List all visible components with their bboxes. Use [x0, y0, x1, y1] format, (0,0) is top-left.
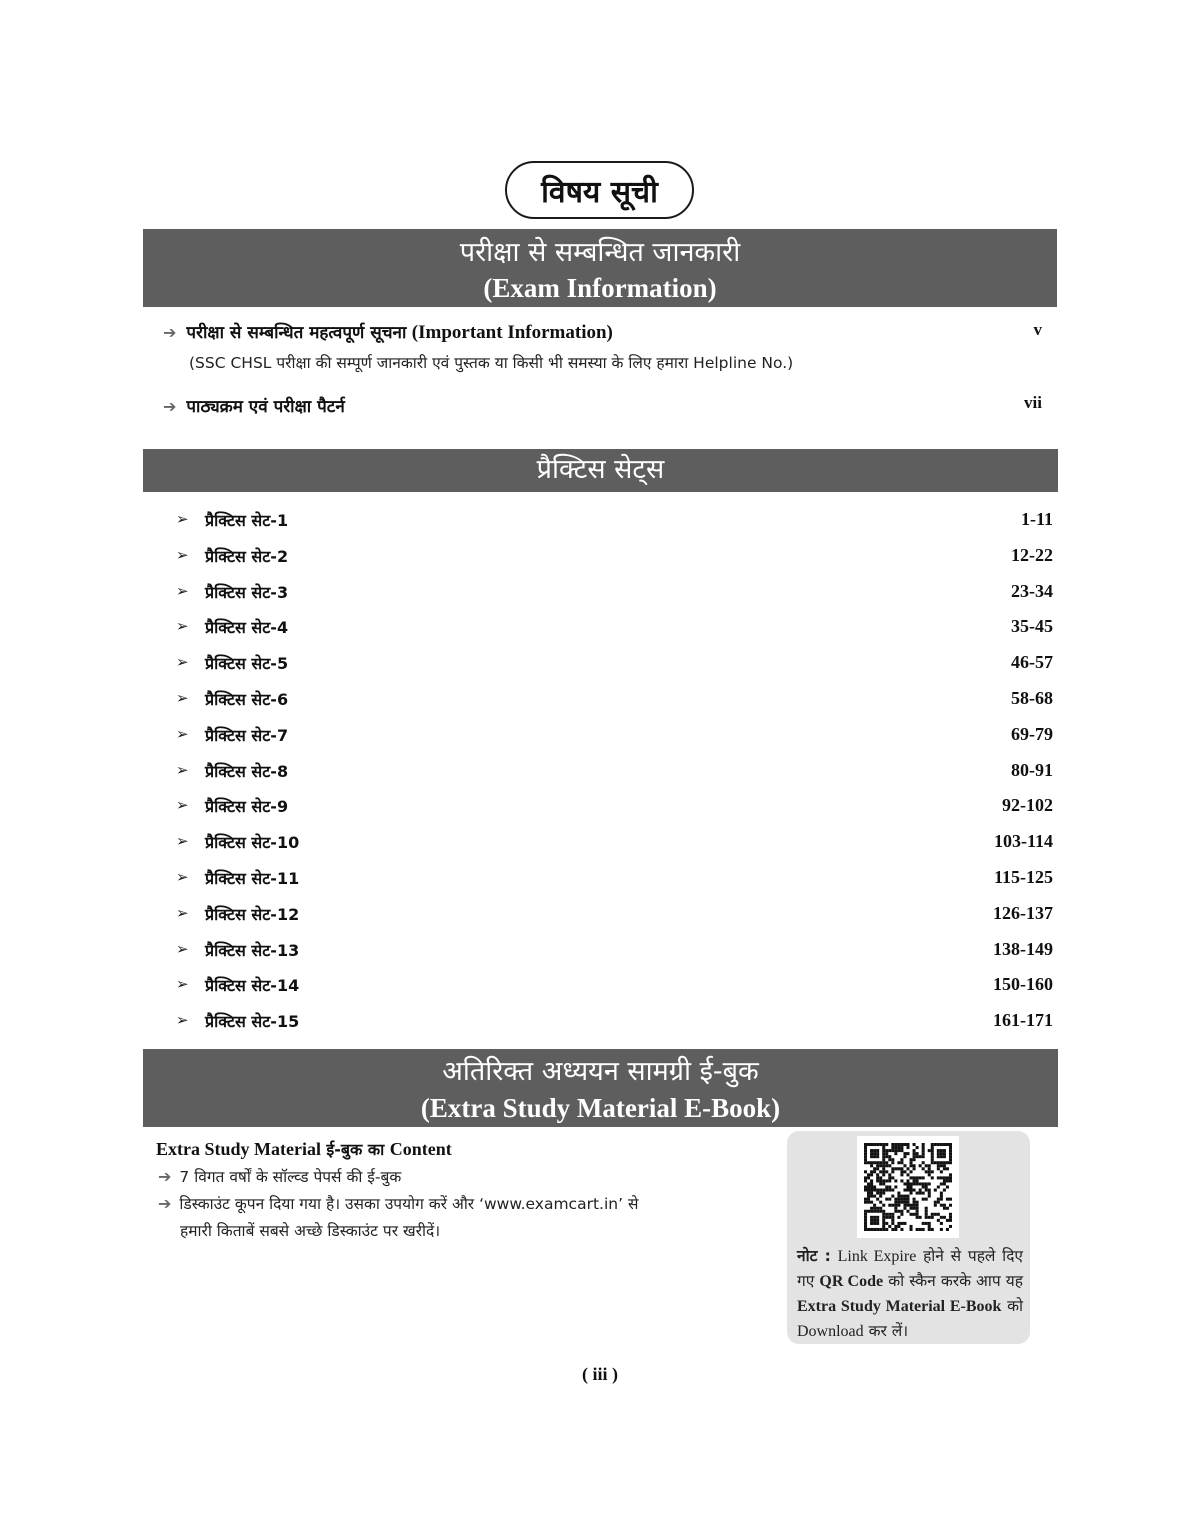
- practice-set-label: प्रैक्टिस सेट-7: [205, 725, 289, 745]
- chevron-right-icon: ➢: [176, 510, 189, 528]
- page-title: विषय सूची: [505, 161, 694, 219]
- note-text: Download: [797, 1323, 864, 1340]
- practice-set-row[interactable]: [176, 649, 1053, 685]
- entry-page-number: vii: [1024, 393, 1042, 412]
- chevron-right-icon: ➢: [176, 939, 189, 958]
- entry-label-hindi: पाठ्यक्रम एवं परीक्षा पैटर्न: [186, 397, 345, 417]
- section-header-practice-sets: [143, 449, 1058, 492]
- title-part: Extra Study Material: [156, 1139, 321, 1159]
- note-text: QR Code: [819, 1273, 884, 1290]
- entry-label-hindi: परीक्षा से सम्बन्धित महत्वपूर्ण सूचना: [186, 323, 407, 343]
- qr-code[interactable]: [857, 1136, 959, 1238]
- section-heading-english: (Exam Information): [483, 273, 717, 303]
- practice-set-pages: 46-57: [1011, 652, 1053, 673]
- qr-code-icon: [864, 1143, 952, 1231]
- arrow-right-icon: ➔: [158, 1167, 172, 1186]
- practice-set-label: प्रैक्टिस सेट-6: [205, 689, 289, 709]
- chevron-right-icon: ➢: [176, 724, 189, 743]
- practice-set-label: प्रैक्टिस सेट-15: [205, 1012, 300, 1032]
- practice-set-row[interactable]: [176, 542, 1053, 578]
- practice-set-pages: 58-68: [1011, 687, 1053, 708]
- extra-content-title: [156, 1138, 452, 1160]
- chevron-right-icon: ➢: [176, 617, 189, 636]
- note-text: को: [1007, 1297, 1024, 1315]
- practice-set-label: प्रैक्टिस सेट-13: [205, 940, 300, 960]
- section-heading-hindi: परीक्षा से सम्बन्धित जानकारी: [459, 237, 741, 268]
- practice-set-row[interactable]: [176, 1007, 1053, 1043]
- entry-page-number: v: [1033, 320, 1042, 339]
- note-text: Link Expire: [837, 1248, 917, 1265]
- entry-label-english: (Important Information): [411, 322, 613, 343]
- practice-set-row[interactable]: [176, 685, 1053, 721]
- chevron-right-icon: ➢: [176, 903, 189, 922]
- chevron-right-icon: ➢: [176, 975, 189, 994]
- practice-set-row[interactable]: [176, 828, 1053, 864]
- extra-item-text: 7 विगत वर्षों के सॉल्व्ड पेपर्स की ई-बुक: [179, 1168, 402, 1186]
- practice-set-row[interactable]: [176, 936, 1053, 972]
- practice-set-label: प्रैक्टिस सेट-9: [205, 797, 289, 817]
- toc-entry-important-information[interactable]: [163, 320, 613, 344]
- practice-set-row[interactable]: [176, 578, 1053, 614]
- practice-set-pages: 35-45: [1011, 616, 1053, 637]
- practice-set-pages: 23-34: [1011, 580, 1053, 601]
- section-heading-hindi: प्रैक्टिस सेट्स: [536, 454, 665, 485]
- practice-set-row[interactable]: [176, 900, 1053, 936]
- practice-set-pages: 103-114: [993, 831, 1053, 852]
- qr-code-panel: [787, 1131, 1030, 1344]
- practice-set-label: प्रैक्टिस सेट-10: [205, 833, 300, 853]
- chevron-right-icon: ➢: [176, 760, 189, 779]
- section-header-exam-information: [143, 229, 1057, 307]
- practice-set-pages: 161-171: [993, 1010, 1053, 1031]
- practice-set-row[interactable]: [176, 971, 1053, 1007]
- extra-item: [158, 1190, 638, 1245]
- practice-set-label: प्रैक्टिस सेट-14: [205, 976, 300, 996]
- arrow-right-icon: ➔: [163, 323, 177, 342]
- title-part: ई-बुक का: [326, 1140, 385, 1159]
- chevron-right-icon: ➢: [176, 1011, 189, 1030]
- chevron-right-icon: ➢: [176, 832, 189, 851]
- extra-item: [158, 1163, 401, 1191]
- extra-item-text-continued: हमारी किताबें सबसे अच्छे डिस्काउंट पर खरीदें।: [180, 1222, 441, 1240]
- practice-set-pages: 150-160: [993, 974, 1053, 995]
- practice-set-label: प्रैक्टिस सेट-1: [205, 511, 289, 530]
- chevron-right-icon: ➢: [176, 545, 189, 564]
- practice-set-row[interactable]: [176, 757, 1053, 793]
- arrow-right-icon: ➔: [158, 1194, 172, 1213]
- practice-set-row[interactable]: [176, 613, 1053, 649]
- practice-set-label: प्रैक्टिस सेट-12: [205, 904, 300, 924]
- practice-set-pages: 69-79: [1011, 723, 1053, 744]
- note-text: को स्कैन करके आप यह: [888, 1272, 1024, 1290]
- practice-set-label: प्रैक्टिस सेट-3: [205, 582, 289, 602]
- practice-set-row[interactable]: [176, 792, 1053, 828]
- chevron-right-icon: ➢: [176, 796, 189, 815]
- chevron-right-icon: ➢: [176, 653, 189, 672]
- chevron-right-icon: ➢: [176, 688, 189, 707]
- practice-set-pages: 1-11: [1020, 509, 1053, 529]
- practice-set-pages: 126-137: [993, 902, 1053, 923]
- section-heading-english: (Extra Study Material E-Book): [420, 1093, 781, 1123]
- note-text: होने से पहले दिए गए: [797, 1247, 1023, 1290]
- practice-set-pages: 80-91: [1011, 759, 1053, 780]
- section-heading-hindi: अतिरिक्त अध्ययन सामग्री ई-बुक: [442, 1056, 759, 1087]
- chevron-right-icon: ➢: [176, 867, 189, 886]
- practice-set-label: प्रैक्टिस सेट-2: [205, 546, 289, 566]
- practice-set-row[interactable]: [176, 721, 1053, 757]
- note-text: Extra Study Material E-Book: [797, 1298, 1002, 1315]
- chevron-right-icon: ➢: [176, 581, 189, 600]
- practice-set-pages: 92-102: [1002, 795, 1053, 816]
- practice-set-label: प्रैक्टिस सेट-4: [205, 618, 289, 638]
- note-text: कर लें।: [868, 1322, 909, 1340]
- toc-entry-syllabus[interactable]: [163, 394, 345, 417]
- practice-set-label: प्रैक्टिस सेट-11: [205, 868, 300, 888]
- practice-set-row[interactable]: [176, 864, 1053, 900]
- practice-set-label: प्रैक्टिस सेट-5: [205, 654, 289, 674]
- note-label: नोट :: [797, 1247, 831, 1265]
- arrow-right-icon: ➔: [163, 397, 177, 416]
- extra-item-text: डिस्काउंट कूपन दिया गया है। उसका उपयोग करें और ‘www.examcart.in’ से: [179, 1195, 639, 1213]
- practice-set-pages: 12-22: [1011, 544, 1053, 565]
- title-part: Content: [389, 1139, 452, 1159]
- qr-note: [797, 1244, 1023, 1344]
- section-header-extra-study-material: [143, 1049, 1058, 1127]
- page-number: ( iii ): [582, 1364, 618, 1384]
- entry-note: (SSC CHSL परीक्षा की सम्पूर्ण जानकारी एवं पुस्तक या किसी भी समस्या के लिए हमारा Helpline No.): [189, 354, 794, 372]
- practice-set-pages: 115-125: [993, 866, 1053, 887]
- practice-set-pages: 138-149: [993, 938, 1053, 959]
- practice-set-list: [176, 506, 1053, 1043]
- practice-set-row[interactable]: [176, 506, 1053, 542]
- practice-set-label: प्रैक्टिस सेट-8: [205, 761, 289, 781]
